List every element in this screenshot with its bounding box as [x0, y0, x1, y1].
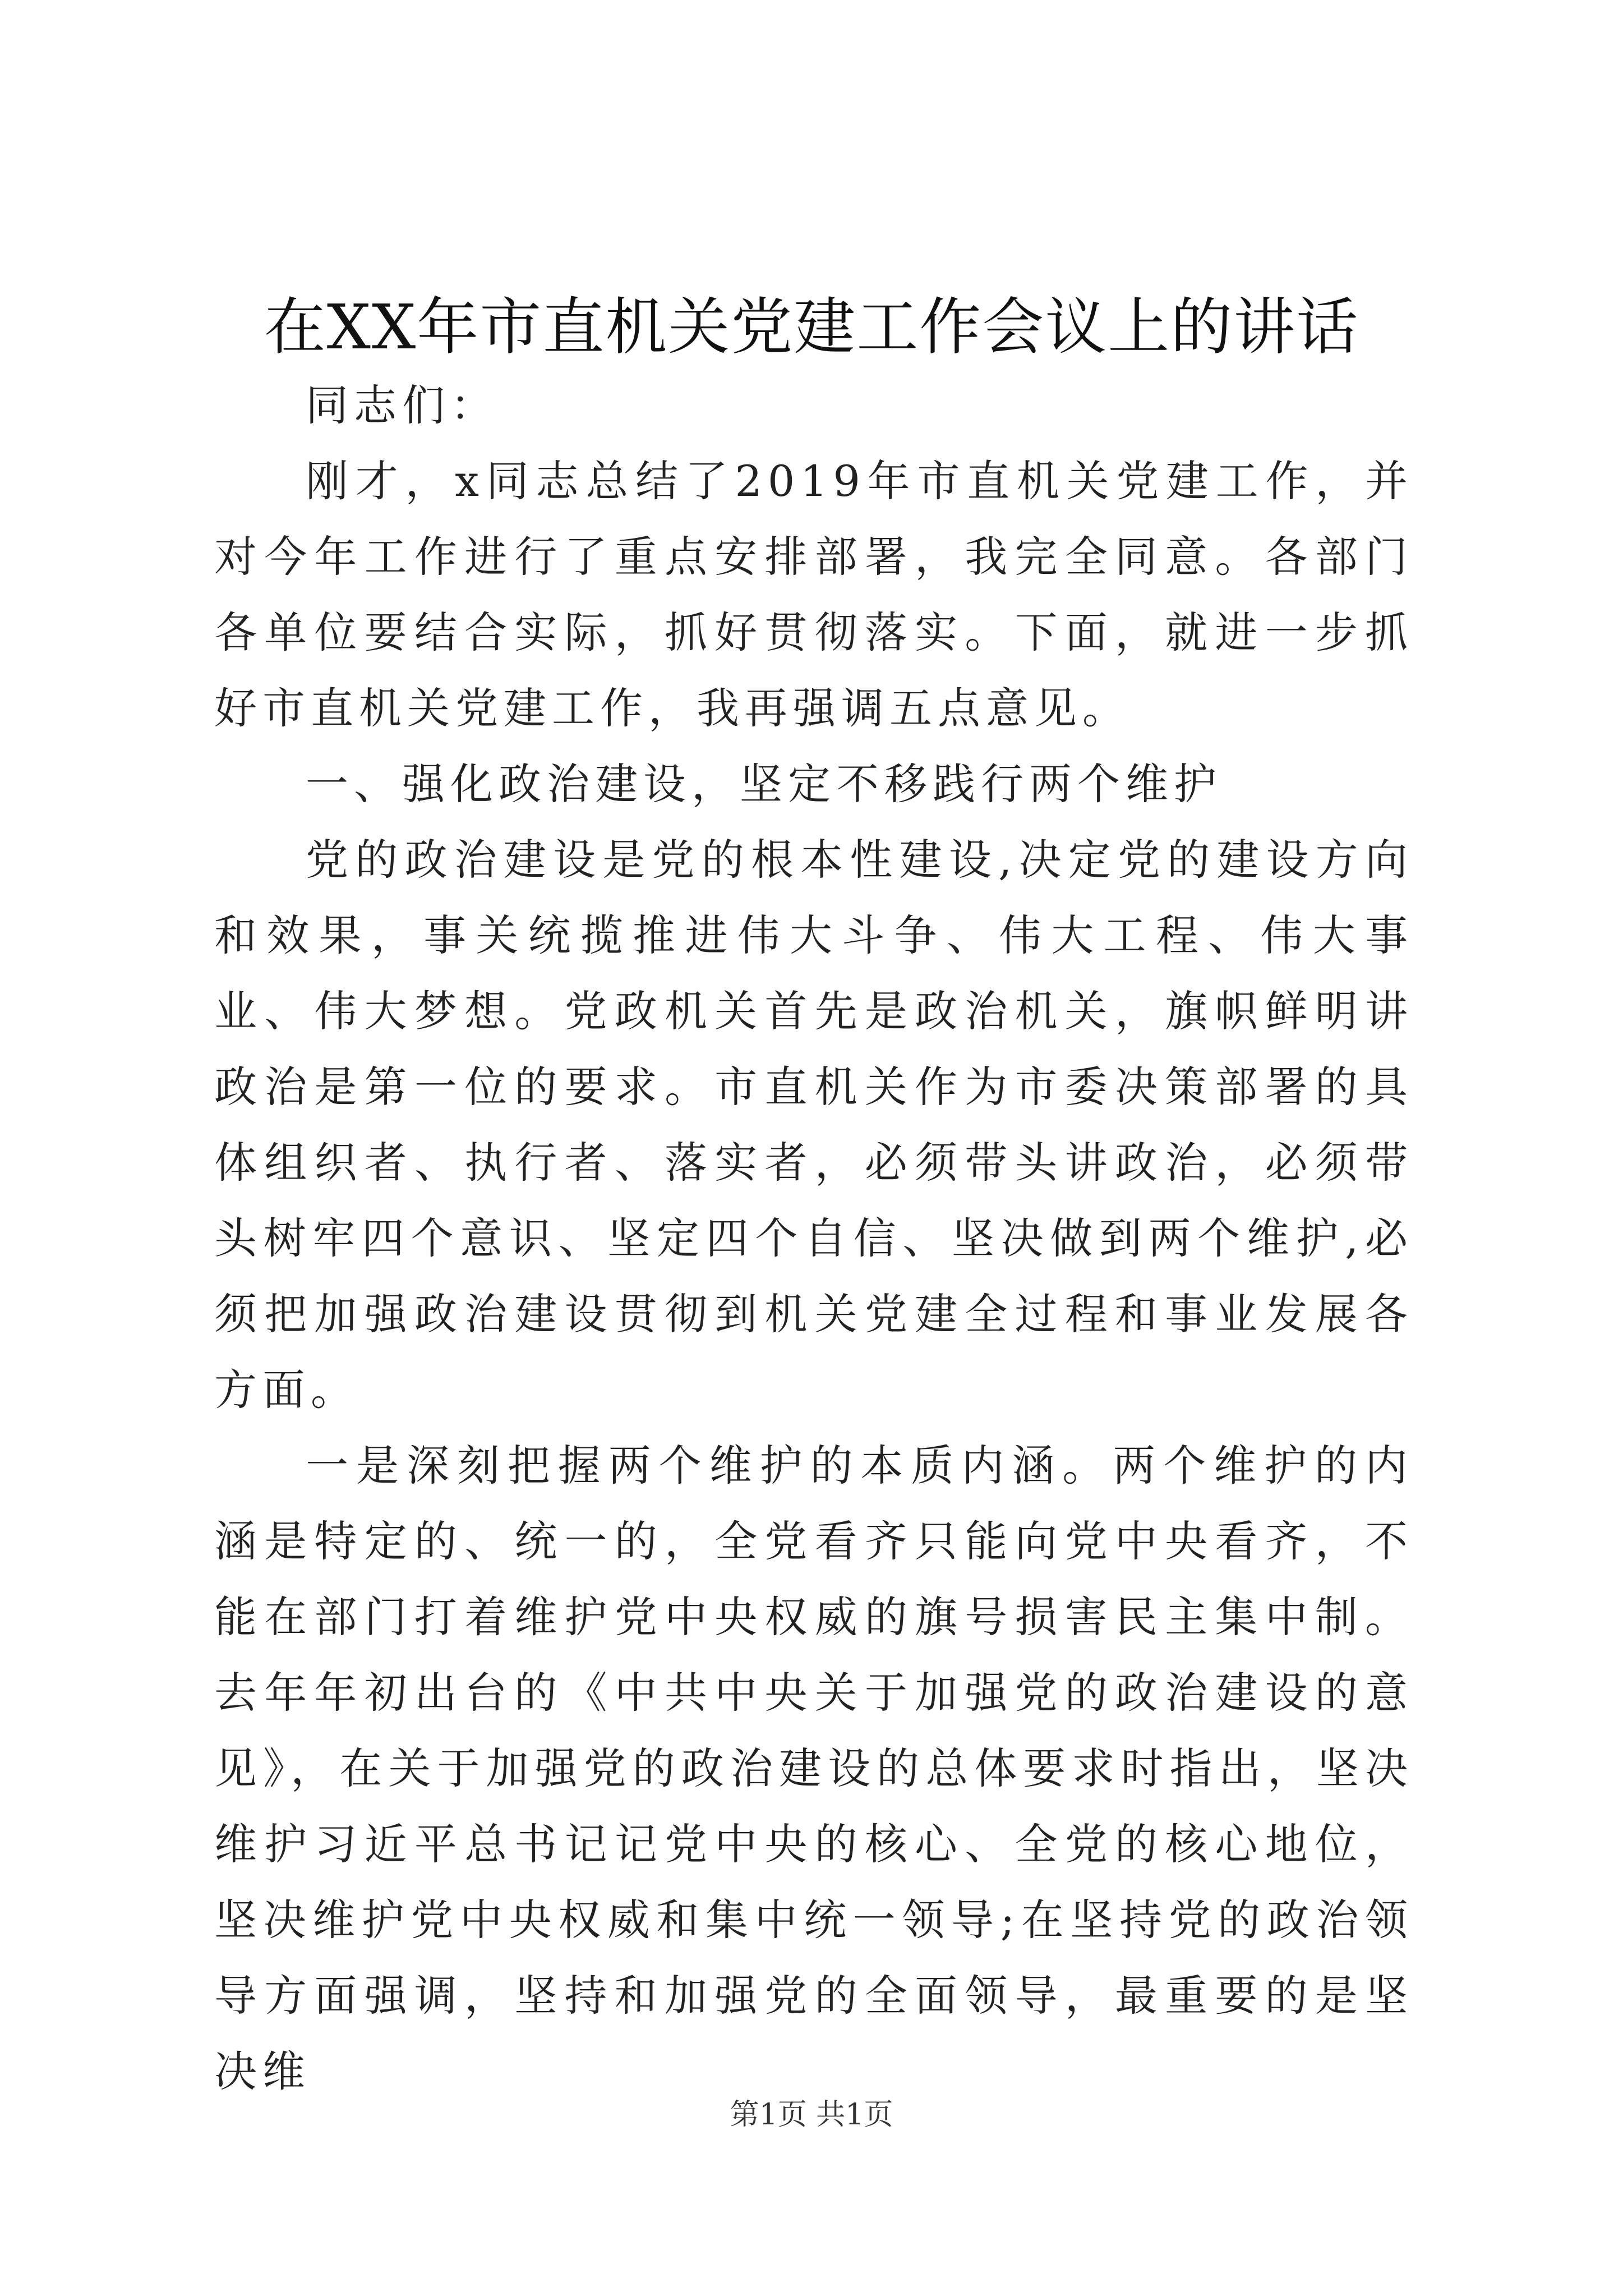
section-heading: 一、强化政治建设，坚定不移践行两个维护: [306, 759, 1222, 809]
salutation: 同志们：: [306, 380, 499, 430]
document-body: [214, 367, 1413, 2109]
document-title: 在XX年市直机关党建工作会议上的讲话: [264, 291, 1359, 363]
page-number-footer: 第1页 共1页: [730, 2098, 893, 2132]
paragraph-two-safeguards: 一是深刻把握两个维护的本质内涵。两个维护的内涵是特定的、统一的，全党看齐只能向党中央看齐，不能在部门打着维护党中央权威的旗号损害民主集中制。去年年初出台的《中共中央关于加强党的政治建设的意见》，在关于加强党的政治建设的总体要求时指出，坚决维护习近平总书记记党中央的核心、全党的核心地位，坚决维护党中央权威和集中统一领导;在坚持党的政治领导方面强调，坚持和加强党的全面领导，最重要的是坚决维: [214, 1441, 1413, 2096]
paragraph-intro: 刚才，x同志总结了2019年市直机关党建工作，并对今年工作进行了重点安排部署，我完全同意。各部门各单位要结合实际，抓好贯彻落实。下面，就进一步抓好市直机关党建工作，我再强调五点意见。: [214, 456, 1413, 733]
paragraph-political-building: 党的政治建设是党的根本性建设,决定党的建设方向和效果，事关统揽推进伟大斗争、伟大工程、伟大事业、伟大梦想。党政机关首先是政治机关，旗帜鲜明讲政治是第一位的要求。市直机关作为市委决策部署的具体组织者、执行者、落实者，必须带头讲政治，必须带头树牢四个意识、坚定四个自信、坚决做到两个维护,必须把加强政治建设贯彻到机关党建全过程和事业发展各方面。: [214, 835, 1413, 1415]
